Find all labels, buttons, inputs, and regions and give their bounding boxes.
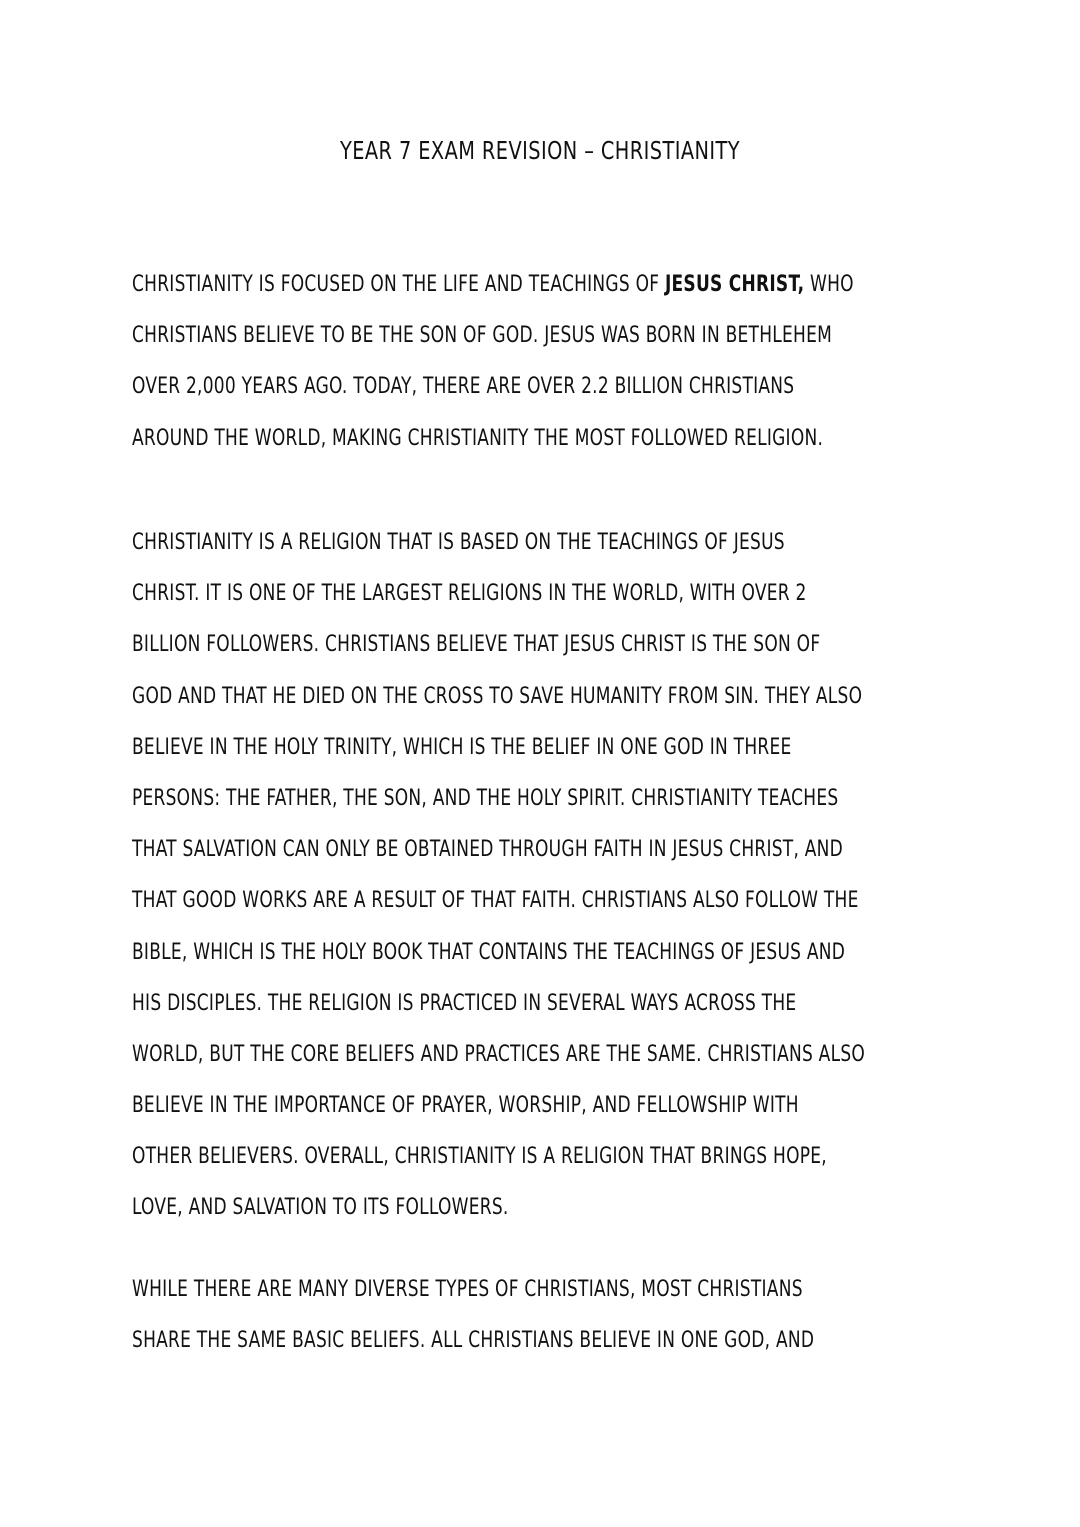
paragraph-line: BELIEVE IN THE HOLY TRINITY, WHICH IS THE BELIEF IN ONE GOD IN THREE	[132, 734, 792, 760]
paragraph-line	[132, 259, 854, 310]
paragraph-intro	[132, 259, 952, 464]
paragraph-line: SHARE THE SAME BASIC BELIEFS. ALL CHRISTIANS BELIEVE IN ONE GOD, AND	[132, 1328, 815, 1354]
paragraph-line: WORLD, BUT THE CORE BELIEFS AND PRACTICES ARE THE SAME. CHRISTIANS ALSO	[132, 1041, 866, 1067]
text-run: WHO	[804, 272, 854, 297]
paragraph-line: PERSONS: THE FATHER, THE SON, AND THE HOLY SPIRIT. CHRISTIANITY TEACHES	[132, 785, 839, 811]
paragraph-line: OVER 2,000 YEARS AGO. TODAY, THERE ARE OVER 2.2 BILLION CHRISTIANS	[132, 374, 795, 400]
paragraph-line: THAT SALVATION CAN ONLY BE OBTAINED THROUGH FAITH IN JESUS CHRIST, AND	[132, 837, 844, 863]
paragraph-line: CHRIST. IT IS ONE OF THE LARGEST RELIGIONS IN THE WORLD, WITH OVER 2	[132, 581, 807, 607]
paragraph-line: CHRISTIANS BELIEVE TO BE THE SON OF GOD. JESUS WAS BORN IN BETHLEHEM	[132, 323, 833, 349]
paragraph-line: HIS DISCIPLES. THE RELIGION IS PRACTICED IN SEVERAL WAYS ACROSS THE	[132, 990, 797, 1016]
paragraph-line: CHRISTIANITY IS A RELIGION THAT IS BASED ON THE TEACHINGS OF JESUS	[132, 530, 785, 555]
emphasized-text-jesus-christ: JESUS CHRIST,	[664, 272, 805, 297]
page-title: YEAR 7 EXAM REVISION – CHRISTIANITY	[339, 136, 741, 165]
paragraph-line: LOVE, AND SALVATION TO ITS FOLLOWERS.	[132, 1195, 509, 1221]
paragraph-line: WHILE THERE ARE MANY DIVERSE TYPES OF CHRISTIANS, MOST CHRISTIANS	[132, 1277, 803, 1302]
paragraph-line: THAT GOOD WORKS ARE A RESULT OF THAT FAITH. CHRISTIANS ALSO FOLLOW THE	[132, 888, 859, 914]
paragraph-line: BILLION FOLLOWERS. CHRISTIANS BELIEVE THAT JESUS CHRIST IS THE SON OF	[132, 632, 821, 658]
text-run: CHRISTIANITY IS FOCUSED ON THE LIFE AND TEACHINGS OF	[132, 272, 665, 297]
paragraph-line: BELIEVE IN THE IMPORTANCE OF PRAYER, WORSHIP, AND FELLOWSHIP WITH	[132, 1093, 799, 1119]
paragraph-line: AROUND THE WORLD, MAKING CHRISTIANITY THE MOST FOLLOWED RELIGION.	[132, 425, 824, 451]
paragraph-line: GOD AND THAT HE DIED ON THE CROSS TO SAVE HUMANITY FROM SIN. THEY ALSO	[132, 683, 863, 709]
paragraph-types	[132, 1264, 952, 1366]
paragraph-line: BIBLE, WHICH IS THE HOLY BOOK THAT CONTAINS THE TEACHINGS OF JESUS AND	[132, 939, 846, 965]
paragraph-beliefs	[132, 517, 952, 1234]
paragraph-line: OTHER BELIEVERS. OVERALL, CHRISTIANITY IS A RELIGION THAT BRINGS HOPE,	[132, 1144, 827, 1170]
